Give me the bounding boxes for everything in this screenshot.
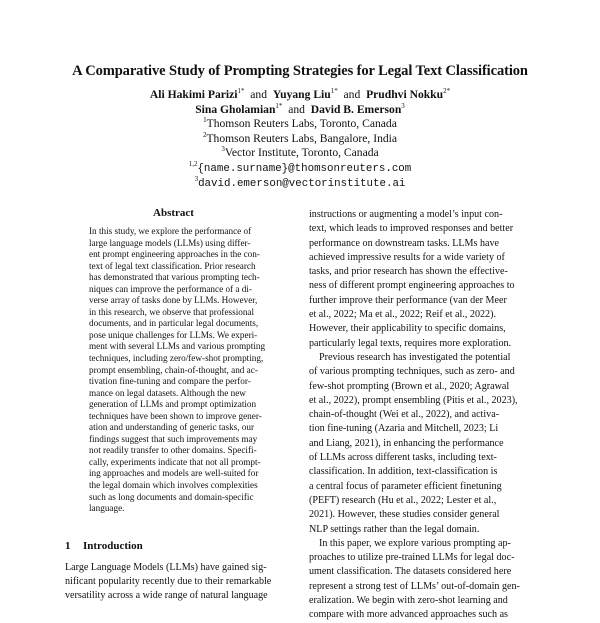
text-line: mance on legal datasets. Although the new — [89, 387, 246, 398]
text-line: nificant popularity recently due to their remarkable — [65, 576, 272, 588]
text-line: However, their applicability to specific domains, — [309, 323, 506, 335]
author-name: Ali Hakimi Parizi — [149, 88, 238, 101]
text-line: tion fine-tuning (Azaria and Mitchell, 2023; Li — [309, 423, 499, 435]
email-text: david.emerson@vectorinstitute.ai — [198, 178, 406, 190]
email-superscript: 3 — [194, 175, 199, 184]
text-line: and Liang, 2021), in enhancing the performance — [309, 437, 504, 449]
text-line: of various prompting techniques, such as zero- and — [309, 366, 515, 378]
text-line: documents, and in particular legal documents, — [89, 318, 259, 329]
text-line: chain-of-thought (Wei et al., 2022), and activa- — [309, 409, 500, 421]
affiliation — [0, 117, 600, 132]
email — [0, 161, 600, 177]
text-line: tasks, and prior research has shown the effective- — [309, 266, 508, 278]
text-line: such as long documents and domain-specific — [89, 491, 254, 502]
text-line: proaches to utilize pre-trained LLMs for legal doc- — [309, 552, 515, 564]
author-conjunction: and — [250, 88, 268, 101]
text-line: of LLMs across different tasks, including text- — [309, 452, 497, 464]
affiliation-superscript: 2 — [202, 130, 207, 139]
text-line: classification. In addition, text-classification is — [309, 466, 498, 478]
text-line: (PEFT) research (Hu et al., 2022; Lester et al., — [309, 494, 497, 506]
author-name: Yuyang Liu — [272, 88, 331, 101]
text-line: findings suggest that such improvements may — [89, 433, 258, 444]
text-line: the legal domain which involves complexities — [89, 480, 258, 491]
text-line: language. — [89, 503, 125, 514]
text-line: In this study, we explore the performance of — [89, 226, 252, 236]
author-line-1 — [0, 88, 600, 103]
text-line: ness of different prompt engineering approaches to — [309, 280, 515, 292]
email-superscript: 1,2 — [188, 159, 198, 168]
text-line: verse array of tasks done by LLMs. However, — [89, 295, 258, 306]
text-line: et al., 2022), prompt ensembling (Pitis et al., 2023), — [309, 394, 518, 406]
text-line: NLP settings rather than the legal domain. — [309, 523, 480, 535]
author-superscript: 2* — [443, 87, 451, 96]
text-line: few-shot prompting (Brown et al., 2020; Agrawal — [309, 380, 510, 392]
introduction-body — [65, 561, 285, 604]
author-conjunction: and — [288, 102, 305, 116]
author-superscript: 3 — [401, 101, 405, 110]
text-line: tivation fine-tuning and compare the perfor- — [89, 376, 251, 387]
text-line: cally, experiments indicate that not all prompt- — [89, 456, 261, 467]
text-line: instructions or augmenting a model’s input con- — [309, 209, 503, 220]
text-line: compare with more advanced approaches such as — [309, 609, 508, 621]
author-name: Sina Gholamian — [195, 102, 276, 116]
text-line: represent a strong test of LLMs’ out-of-domain gen- — [309, 580, 520, 592]
text-line: a central focus of parameter efficient finetuning — [309, 480, 502, 492]
abstract-heading: Abstract — [153, 207, 194, 219]
text-line: ment with several LLMs and various prompting — [89, 341, 266, 352]
author-block — [0, 88, 600, 192]
author-name: Prudhvi Nokku — [366, 88, 444, 101]
text-line: performance on downstream tasks. LLMs have — [309, 237, 500, 249]
text-line: ent prompt engineering approaches in the con- — [89, 249, 260, 260]
section-title: Introduction — [83, 540, 143, 552]
text-line: ing approaches and models are well-suited for — [89, 468, 259, 479]
text-line: text of legal text classification. Prior research — [89, 260, 256, 271]
text-line: Previous research has investigated the potential — [319, 351, 511, 363]
right-column-body — [309, 208, 537, 623]
text-line: further improve their performance (van der Meer — [309, 294, 507, 306]
author-conjunction: and — [343, 88, 361, 101]
text-line: achieved impressive results for a wide variety of — [309, 251, 505, 263]
affiliation-text: Thomson Reuters Labs, Bangalore, India — [206, 131, 398, 145]
affiliation — [0, 132, 600, 147]
text-line: versatility across a wide range of natural language — [65, 590, 268, 602]
affiliation — [0, 146, 600, 161]
affiliation-text: Thomson Reuters Labs, Toronto, Canada — [206, 117, 397, 130]
text-line: particularly legal texts, requires more exploration. — [309, 337, 512, 349]
text-line: 2021). However, these studies consider general — [309, 509, 500, 521]
text-line: large language models (LLMs) using differ- — [89, 237, 251, 248]
email-text: {name.surname}@thomsonreuters.com — [197, 162, 412, 175]
abstract-body — [89, 226, 277, 515]
text-line: has demonstrated that various prompting tech- — [89, 272, 260, 283]
text-line: prompt ensembling, chain-of-thought, and ac- — [89, 364, 258, 375]
paper-title: A Comparative Study of Prompting Strategies for Legal Text Classification — [72, 63, 528, 79]
affiliation-superscript: 1 — [203, 116, 207, 125]
author-line-2 — [0, 103, 600, 118]
text-line: eralization. We begin with zero-shot learning and — [309, 595, 508, 607]
section-number: 1 — [65, 540, 71, 552]
author-superscript: 1* — [237, 87, 245, 96]
text-line: In this paper, we explore various prompting ap- — [319, 537, 511, 549]
text-line: not readily transfer to other domains. Specifi- — [89, 445, 257, 456]
author-superscript: 1* — [330, 87, 338, 96]
author-superscript: 1* — [275, 101, 283, 110]
section-heading — [65, 540, 282, 552]
author-name: David B. Emerson — [310, 102, 402, 116]
text-line: techniques, including zero/few-shot prompting, — [89, 353, 264, 364]
text-line: techniques have been shown to improve gener- — [89, 410, 262, 421]
text-line: et al., 2022; Ma et al., 2022; Reif et al., 2022). — [309, 309, 496, 321]
email — [0, 176, 600, 192]
affiliation-text: Vector Institute, Toronto, Canada — [224, 146, 379, 159]
text-line: text, which leads to improved responses and better — [309, 223, 514, 235]
text-line: generation of LLMs and prompt optimization — [89, 399, 257, 410]
text-line: ument classification. The datasets considered here — [309, 566, 512, 578]
text-line: ation and understanding of generic tasks, our — [89, 422, 255, 433]
text-line: Large Language Models (LLMs) have gained sig- — [65, 562, 267, 573]
text-line: niques can improve the performance of a di- — [89, 283, 253, 294]
affiliation-superscript: 3 — [221, 145, 225, 154]
text-line: in this research, we observe that professional — [89, 306, 255, 317]
text-line: pose unique challenges for LLMs. We experi- — [89, 329, 258, 340]
